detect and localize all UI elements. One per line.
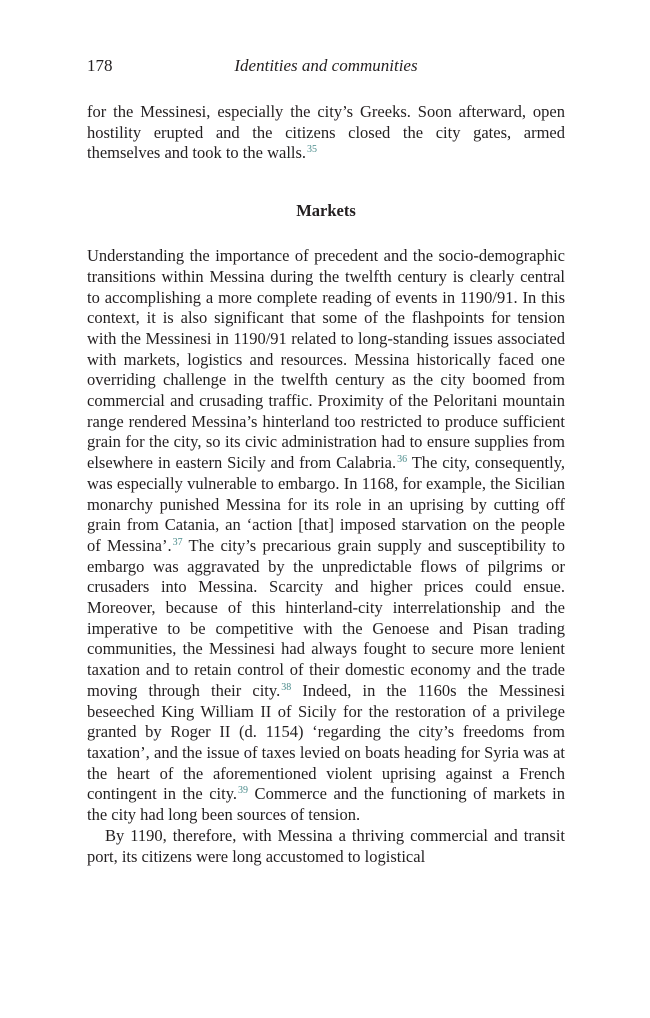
body-paragraph xyxy=(87,102,565,164)
paragraph-text: Commerce and the functioning of markets in the city had long been sources of tension. xyxy=(87,784,565,825)
footnote-marker[interactable]: 37 xyxy=(172,536,183,548)
footnote-marker[interactable]: 39 xyxy=(238,785,249,797)
footnote-marker[interactable]: 36 xyxy=(397,454,408,466)
paragraph-text: Indeed, in the 1160s the Messinesi beseeched King William II of Sicily for the restoration of a privilege granted by Roger II (d. 1154) ‘regarding the city’s freedoms from taxation’, and the issue of taxes levied on boats heading for Syria was at the heart of the aforementioned violent uprising against a French contingent in the city. xyxy=(87,680,566,804)
section-heading: Markets xyxy=(296,201,356,221)
running-head xyxy=(87,54,565,78)
paragraph-text: for the Messinesi, especially the city’s Greeks. Soon afterward, open hostility erupted and the citizens closed the city gates, armed themselves and took to the walls. xyxy=(87,102,565,163)
paragraph-text: The city’s precarious grain supply and susceptibility to embargo was aggravated by the unpredictable flows of pilgrims or crusaders into Messina. Scarcity and higher prices could ensue. Moreover, because of this hinterland-city interrelationship and the imperative to be competitive with the Genoese and Pisan trading communities, the Messinesi had always fought to secure more lenient taxation and to retain control of their domestic economy and the trade moving through their city. xyxy=(87,535,565,700)
paragraph-text: The city, consequently, was especially vulnerable to embargo. In 1168, for example, the Sicilian monarchy punished Messina for its role in an uprising by cutting off grain from Catania, an ‘action [that] imposed starvation on the people of Messina’. xyxy=(87,453,566,555)
paragraph-text: Understanding the importance of precedent and the socio-demographic transitions within Messina during the twelfth century is clearly central to accomplishing a more complete reading of events in 1190/91. In this context, it is also significant that some of the flashpoints for tension with the Messinesi in 1190/91 related to long-standing issues associated with markets, logistics and resources. Messina historically faced one overriding challenge in the twelfth century as the city boomed from commercial and crusading traffic. Proximity of the Peloritani mountain range rendered Messina’s hinterland too restricted to produce sufficient grain for the city, so its civic administration had to ensure supplies from elsewhere in eastern Sicily and from Calabria. xyxy=(87,246,565,473)
running-title: Identities and communities xyxy=(234,56,418,75)
body-paragraph xyxy=(87,246,565,826)
page-number: 178 xyxy=(87,56,113,75)
body-paragraph xyxy=(87,826,565,867)
paragraph-text: By 1190, therefore, with Messina a thriving commercial and transit port, its citizens were long accustomed to logistical xyxy=(87,825,565,866)
footnote-marker[interactable]: 35 xyxy=(307,144,318,156)
book-page xyxy=(87,54,565,867)
footnote-marker[interactable]: 38 xyxy=(281,681,292,693)
